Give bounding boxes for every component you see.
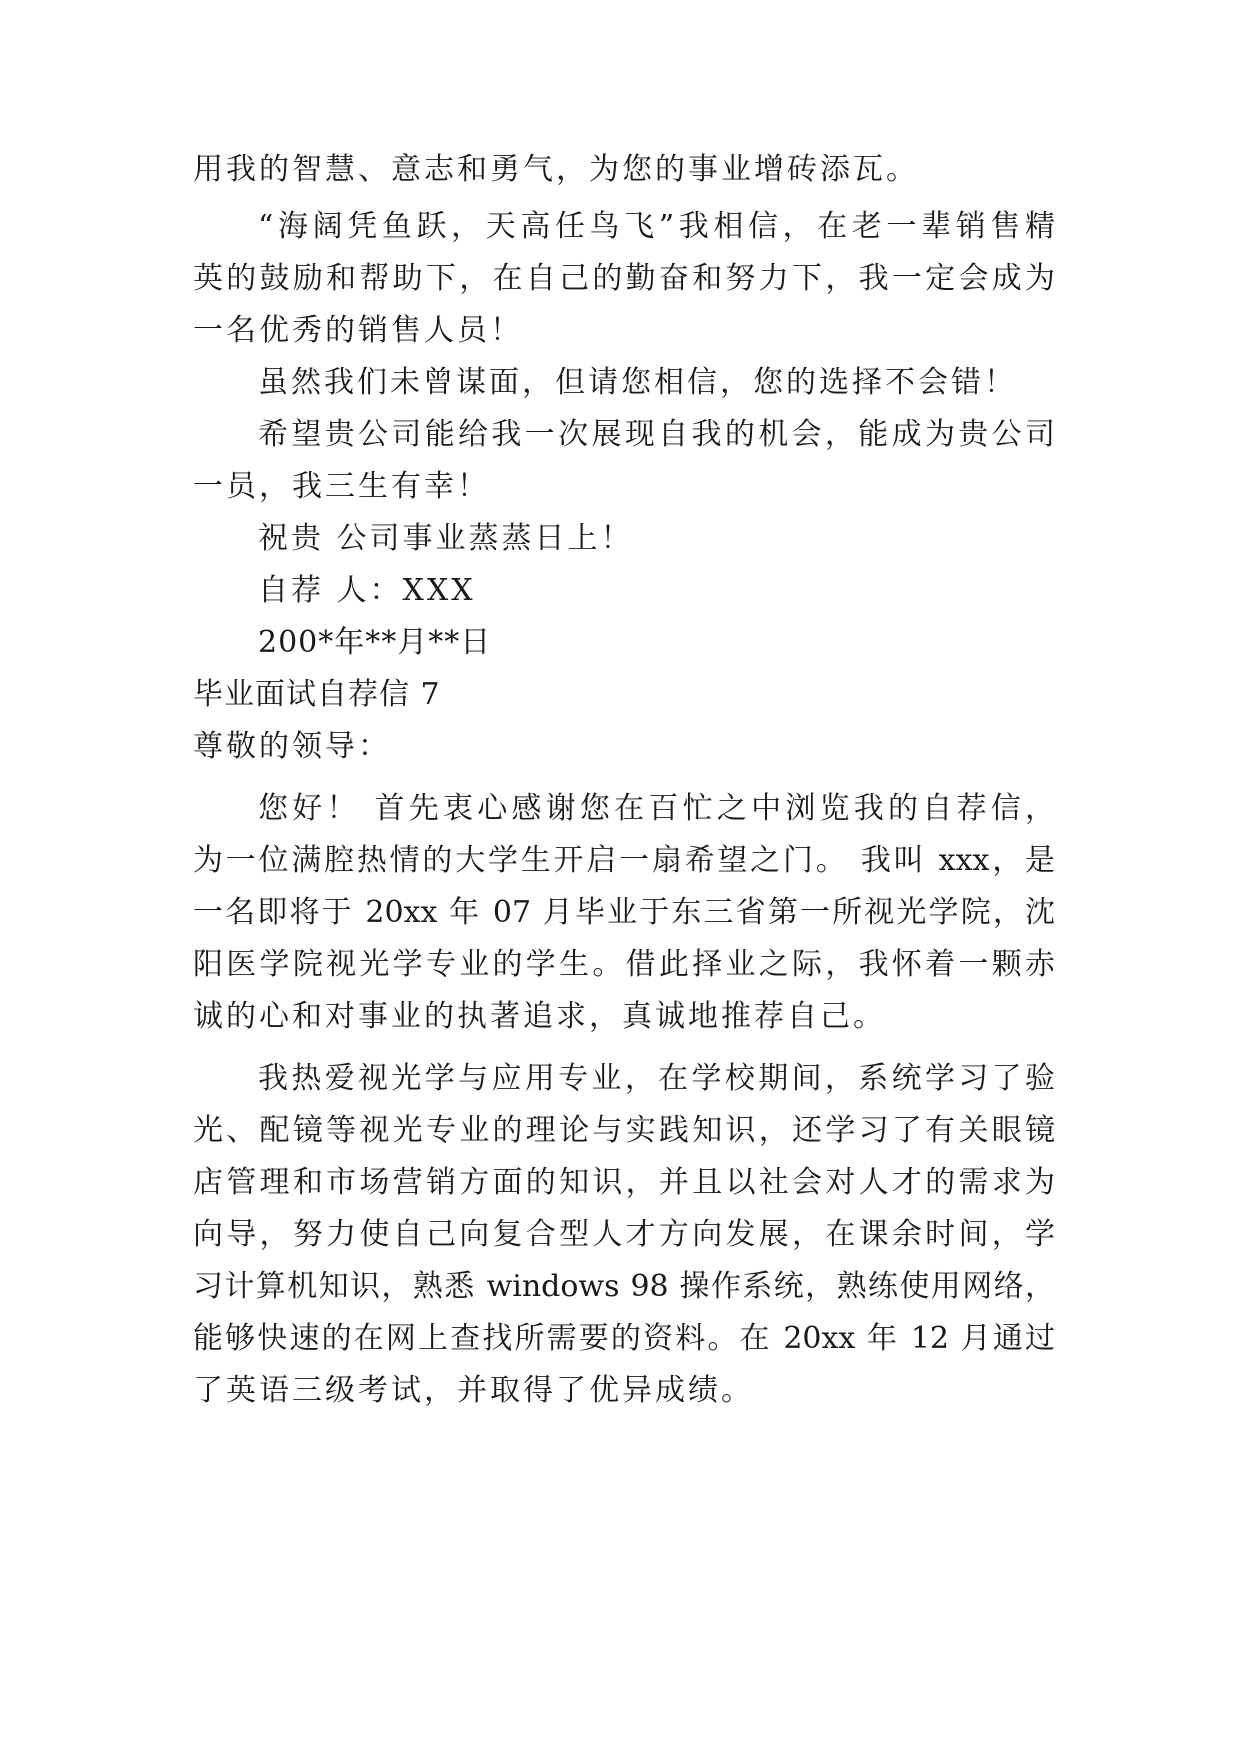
text-line: 了英语三级考试，并取得了优异成绩。 [193,1373,754,1408]
text-line: 光、配镜等视光专业的理论与实践知识，还学习了有关眼镜 [193,1113,1055,1148]
text-line: 我热爱视光学与应用专业，在学校期间，系统学习了验 [258,1061,1055,1096]
text-line: 用我的智慧、意志和勇气，为您的事业增砖添瓦。 [193,152,919,187]
text-line: 能够快速的在网上查找所需要的资料。在 20xx 年 12 月通过 [193,1321,1055,1356]
text-line: 一名即将于 20xx 年 07 月毕业于东三省第一所视光学院，沈 [193,895,1055,930]
text-line: “海阔凭鱼跃，天高任鸟飞”我相信，在老一辈销售精 [258,209,1055,244]
text-line: 诚的心和对事业的执著追求，真诚地推荐自己。 [193,999,886,1034]
text-line: 阳医学院视光学专业的学生。借此择业之际，我怀着一颗赤 [193,947,1055,982]
text-line: 一名优秀的销售人员！ [193,313,523,348]
section-title: 毕业面试自荐信 7 [193,677,441,712]
text-line: 希望贵公司能给我一次展现自我的机会，能成为贵公司 [258,417,1055,452]
text-line: 您好！ 首先衷心感谢您在百忙之中浏览我的自荐信， [258,791,1055,826]
text-line: 习计算机知识，熟悉 windows 98 操作系统，熟练使用网络， [193,1269,1055,1304]
text-line: 一员，我三生有幸！ [193,469,490,504]
text-line: 店管理和市场营销方面的知识，并且以社会对人才的需求为 [193,1165,1055,1200]
date-line: 200*年**月**日 [258,625,492,660]
text-line: 虽然我们未曾谋面，但请您相信，您的选择不会错！ [258,365,1017,400]
text-line: 向导，努力使自己向复合型人才方向发展，在课余时间，学 [193,1217,1055,1252]
text-line: 自荐 人：XXX [258,573,476,608]
text-line: 为一位满腔热情的大学生开启一扇希望之门。 我叫 xxx，是 [193,843,1055,878]
text-line: 英的鼓励和帮助下，在自己的勤奋和努力下，我一定会成为 [193,261,1055,296]
text-line: 祝贵 公司事业蒸蒸日上！ [258,521,634,556]
salutation: 尊敬的领导： [193,729,391,764]
